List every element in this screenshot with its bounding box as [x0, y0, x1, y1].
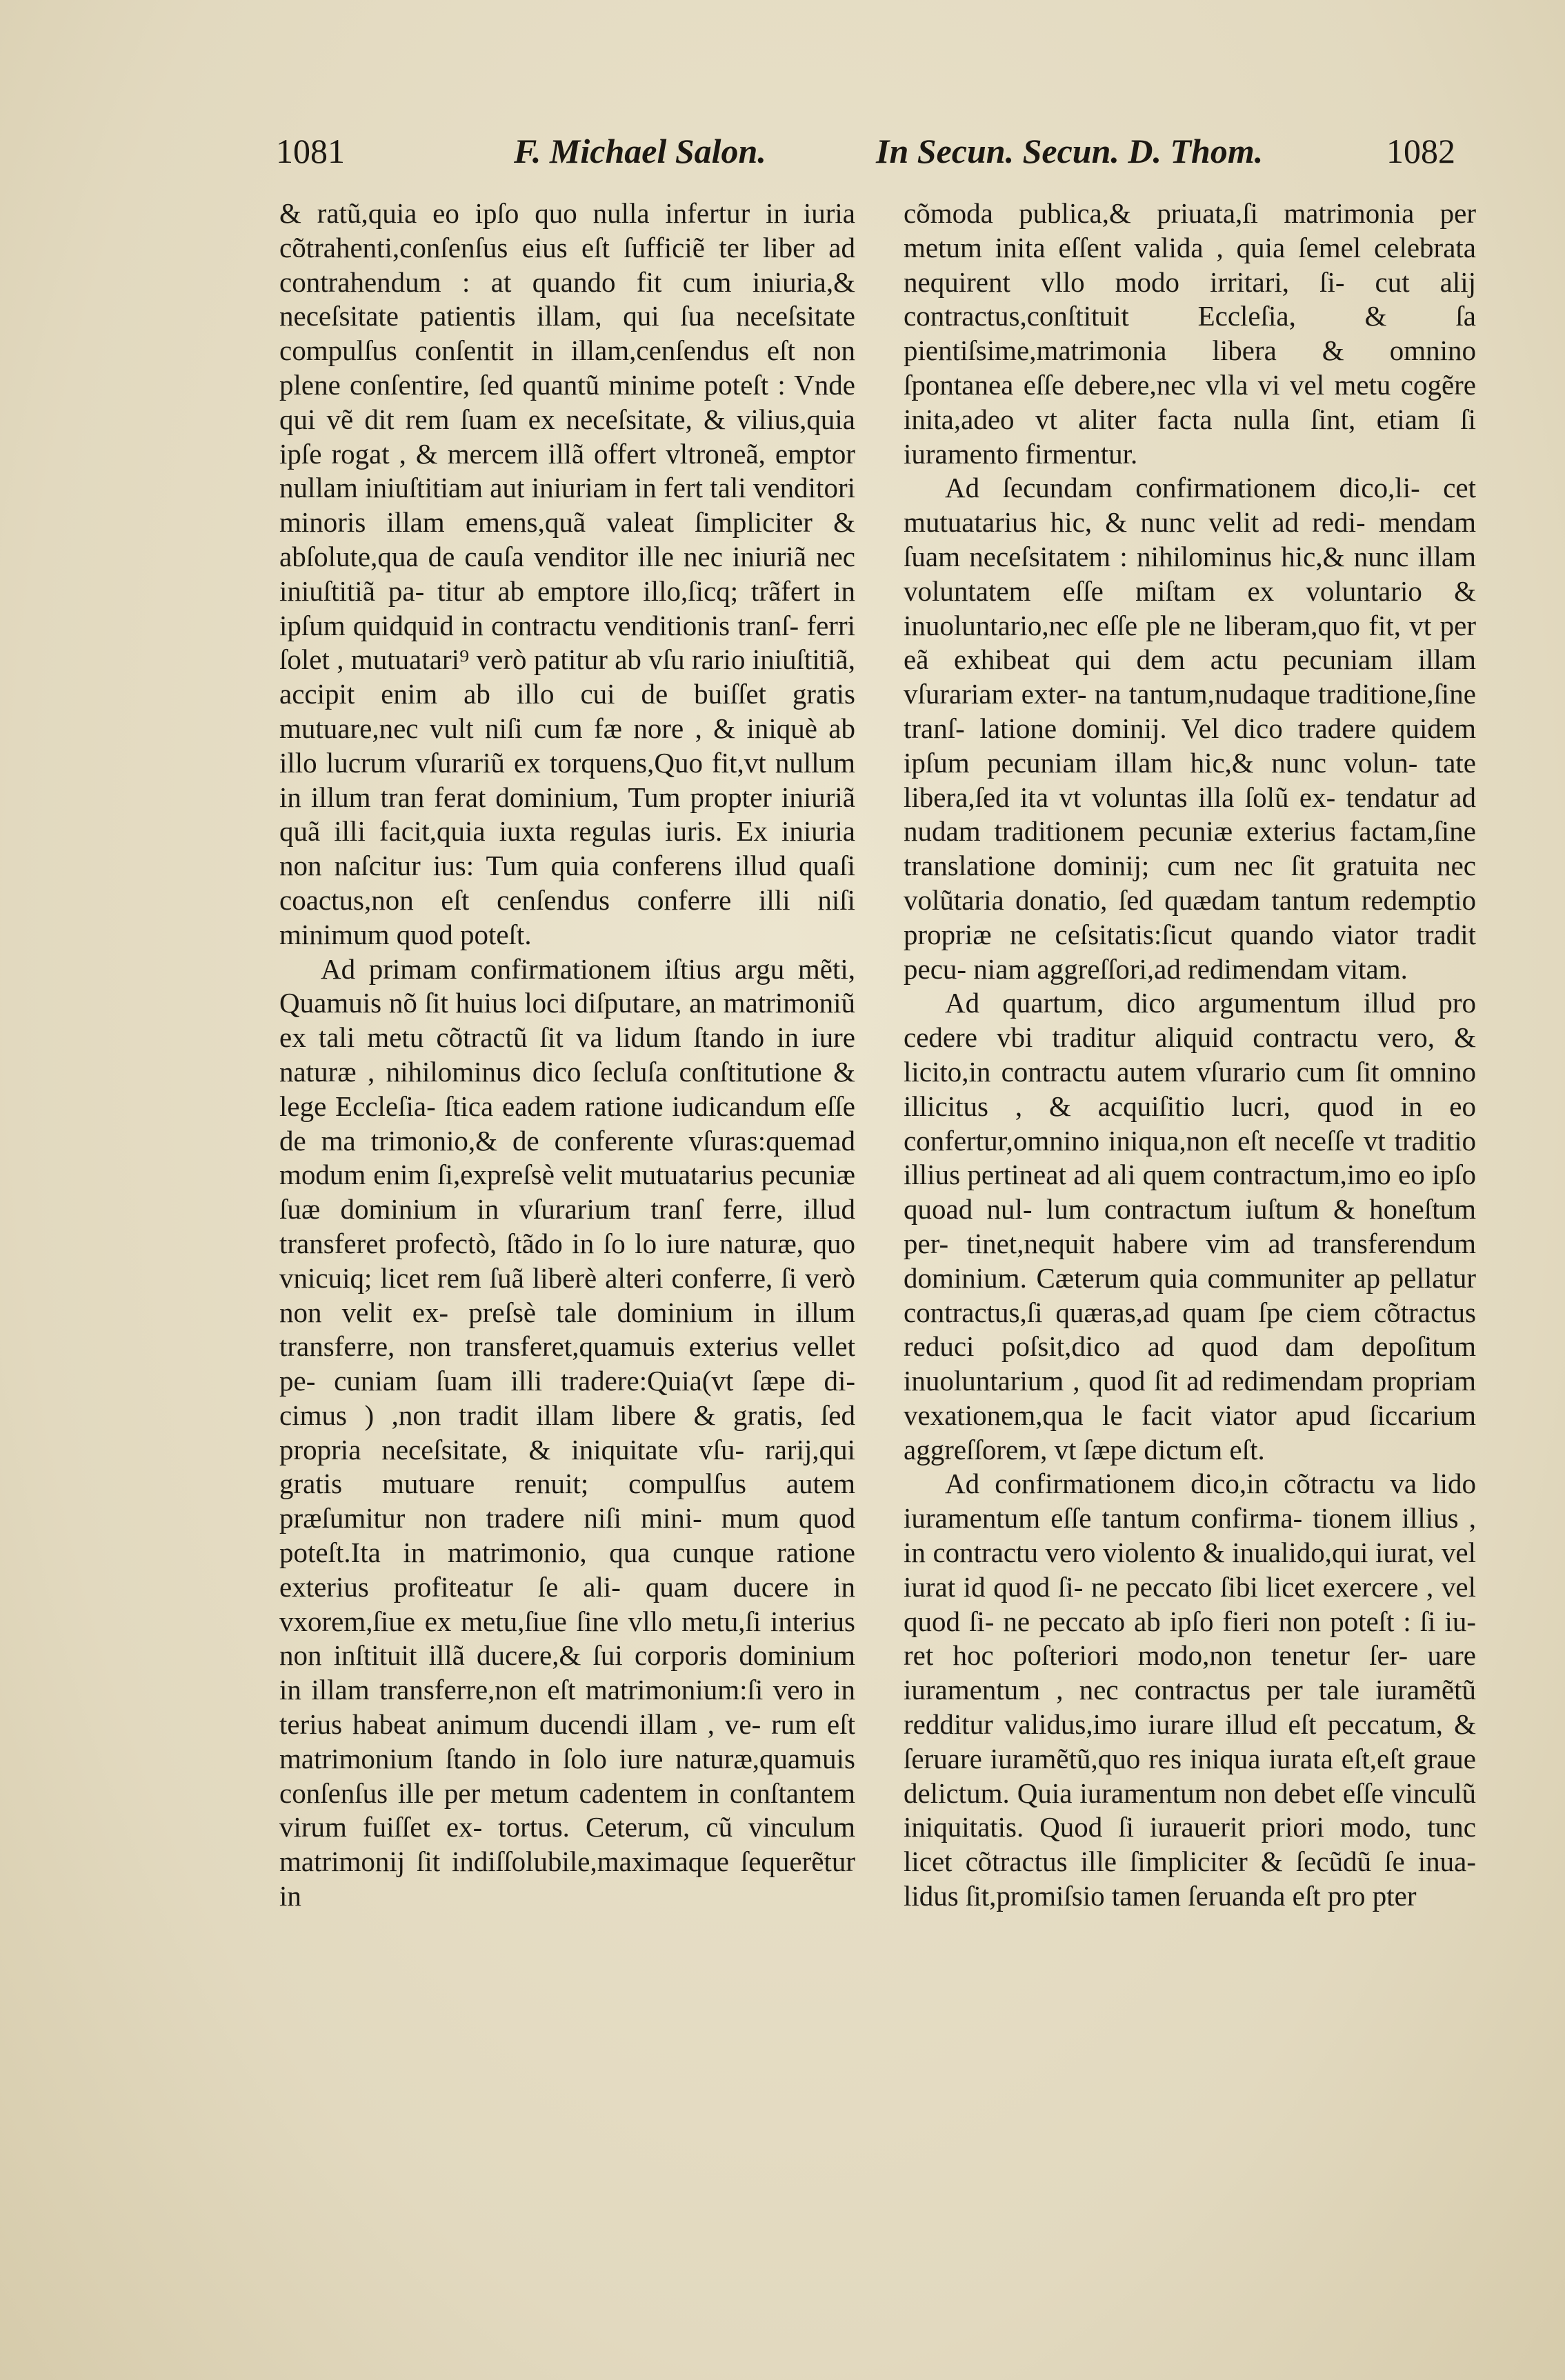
paragraph: Ad quartum, dico argumentum illud pro cedere vbi traditur aliquid contractu vero, & licito,in contractu autem vſurario cum ſit omnino illicitus , & acquiſitio lucri, quod in eo confertur,omnino iniqua,non eſt neceſſe vt traditio illius pertineat ad ali quem contractum,imo eo ipſo quoad nul- lum contractum iuſtum & honeſtum per- tinet,nequit habere vim ad transferendum dominium. Cæterum quia communiter ap pellatur contractus,ſi quæras,ad quam ſpe ciem cõtractus reduci poſsit,dico ad quod dam depoſitum inuoluntarium , quod ſit ad redimendam propriam vexationem,qua le facit viator apud ſiccarium aggreſſorem, vt ſæpe dictum eſt. — [904, 987, 1476, 1466]
paragraph: & ratũ,quia eo ipſo quo nulla infertur in iuria cõtrahenti,conſenſus eius eſt ſufficiẽ ter liber ad contrahendum : at quando fit cum iniuria,& neceſsitate patientis illam, qui ſua neceſsitate compulſus conſentit in illam,cenſendus eſt non plene conſentire, ſed quantũ minime poteſt : Vnde qui vẽ dit rem ſuam ex neceſsitate, & vilius,quia ipſe rogat , & mercem illã offert vltroneã, emptor nullam iniuſtitiam aut iniuriam in fert tali venditori minoris illam emens,quã valeat ſimpliciter & abſolute,qua de cauſa venditor ille nec iniuriã nec iniuſtitiã pa- titur ab emptore illo,ſicq; trãfert in ipſum quidquid in contractu venditionis tranſ- ferri ſolet , mutuatari⁹ verò patitur ab vſu rario iniuſtitiã, accipit enim ab illo cui de buiſſet gratis mutuare,nec vult niſi cum fæ nore , & iniquè ab illo lucrum vſurariũ ex torquens,Quo fit,vt nullum in illum tran ferat dominium, Tum propter iniuriã quã illi facit,quia iuxta regulas iuris. Ex iniuria non naſcitur ius: Tum quia conferens illud quaſi coactus,non eſt cenſendus conferre illi niſi minimum quod poteſt. — [279, 197, 855, 950]
running-header — [0, 117, 1565, 179]
paragraph: Ad primam confirmationem iſtius argu mẽti, Quamuis nõ ſit huius loci diſputare, an matrimoniũ ex tali metu cõtractũ ſit va lidum ſtando in iure naturæ , nihilominus dico ſecluſa conſtitutione & lege Eccleſia- ſtica eadem ratione iudicandum eſſe de ma trimonio,& de conferente vſuras:quemad modum enim ſi,expreſsè velit mutuatarius pecuniæ ſuæ dominium in vſurarium tranſ ferre, illud transferet profectò, ſtãdo in ſo lo iure naturæ, quo vnicuiq; licet rem ſuã liberè alteri conferre, ſi verò non velit ex- preſsè tale dominium in illum transferre, non transferet,quamuis exterius vellet pe- cuniam ſuam illi tradere:Quia(vt ſæpe di- cimus ) ,non tradit illam libere & gratis, ſed propria neceſsitate, & iniquitate vſu- rarij,qui gratis mutuare renuit; compulſus autem præſumitur non tradere niſi mini- mum quod poteſt.Ita in matrimonio, qua cunque ratione exterius profiteatur ſe ali- quam ducere in vxorem,ſiue ex metu,ſiue ſine vllo metu,ſi interius non inſtituit illã ducere,& ſui corporis dominium in illam transferre,non eſt matrimonium:ſi vero in terius habeat animum ducendi illam , ve- rum eſt matrimonium ſtando in ſolo iure naturæ,quamuis conſenſus ille per metum cadentem in conſtantem virum fuiſſet ex- tortus. Ceterum, cũ vinculum matrimonij ſit indiſſolubile,maximaque ſequerẽtur in — [279, 952, 855, 1912]
right-running-title: In Secun. Secun. D. Thom. — [876, 132, 1264, 170]
right-page-number: 1082 — [1386, 132, 1455, 170]
paragraph: Ad confirmationem dico,in cõtractu va lido iuramentum eſſe tantum confirma- tionem illius , in contractu vero violento & inualido,qui iurat, vel iurat id quod ſi- ne peccato ſibi licet exercere , vel quod ſi- ne peccato ab ipſo fieri non poteſt : ſi iu- ret hoc poſteriori modo,non tenetur ſer- uare iuramentum , nec contractus per tale iuramẽtũ redditur validus,imo iurare illud eſt peccatum, & ſeruare iuramẽtũ,quo res iniqua iurata eſt,eſt graue delictum. Quia iuramentum non debet eſſe vinculũ iniquitatis. Quod ſi iurauerit priori modo, tunc licet cõtractus ille ſimpliciter & ſecũdũ ſe inua- lidus ſit,promiſsio tamen ſeruanda eſt pro pter — [904, 1468, 1476, 1912]
left-text-column — [279, 197, 855, 1914]
paragraph: cõmoda publica,& priuata,ſi matrimonia per metum inita eſſent valida , quia ſemel celebrata nequirent vllo modo irritari, ſi- cut alij contractus,conſtituit Eccleſia, & ſa pientiſsime,matrimonia libera & omnino ſpontanea eſſe debere,nec vlla vi vel metu cogẽre inita,adeo vt aliter facta nulla ſint, etiam ſi iuramento firmentur. — [904, 197, 1476, 470]
paragraph: Ad ſecundam confirmationem dico,li- cet mutuatarius hic, & nunc velit ad redi- mendam ſuam neceſsitatem : nihilominus hic,& nunc illam voluntatem eſſe miſtam ex voluntario & inuoluntario,nec eſſe ple ne liberam,quo fit, vt per eã exhibeat qui dem actu pecuniam illam vſurariam exter- na tantum,nudaque traditione,ſine tranſ- latione dominij. Vel dico tradere quidem ipſum pecuniam illam hic,& nunc volun- tate libera,ſed ita vt voluntas illa ſolũ ex- tendatur ad nudam traditionem pecuniæ exterius factam,ſine translatione dominij; cum nec ſit gratuita nec volũtaria donatio, ſed quædam tantum redemptio propriæ ne ceſsitatis:ſicut quando viator tradit pecu- niam aggreſſori,ad redimendam vitam. — [904, 472, 1476, 985]
right-text-column — [904, 197, 1476, 1914]
left-page-number: 1081 — [276, 132, 345, 170]
left-running-title: F. Michael Salon. — [514, 132, 766, 170]
